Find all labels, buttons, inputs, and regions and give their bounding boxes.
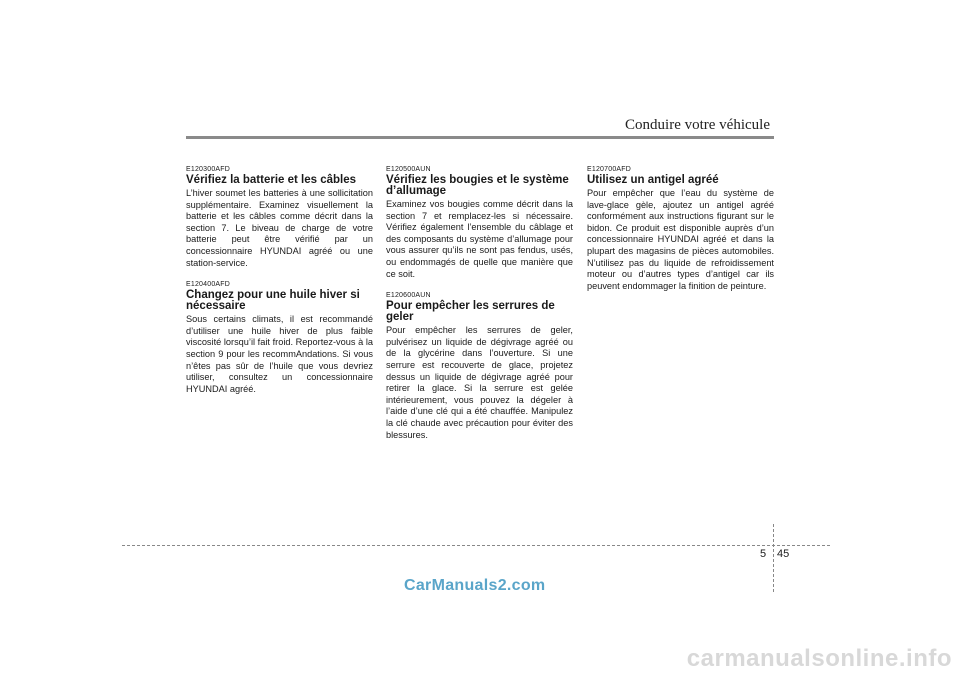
- section-code: E120600AUN: [386, 292, 431, 300]
- section-code: E120700AFD: [587, 166, 632, 173]
- page-number: 45: [777, 548, 790, 560]
- section-code: E120400AFD: [186, 281, 231, 289]
- section-body: Examinez vos bougies comme décrit dans la section 7 et remplacez-les si nécessaire. Vérifiez également l’ensemble du câblage et des composants du système d’allumage pour vous assurer qu’ils ne sont pas fendus, usés, ou endommagés de quelle que manière que ce soit.: [386, 199, 573, 279]
- section-body: Sous certains climats, il est recommandé d’utiliser une huile hiver de plus faible viscosité lorsqu’il fait froid. Reportez-vous à la section 9 pour les recommAndations. Si vous n’êtes pas sûr de l’huile que vous devriez utiliser, consultez un concessionnaire HYUNDAI agréé.: [186, 314, 373, 394]
- section-frozen-locks: [386, 292, 573, 441]
- section-code: E120300AFD: [186, 166, 231, 173]
- section-battery: [186, 166, 373, 269]
- page-number-divider: [773, 524, 774, 592]
- section-heading: Pour empêcher les serrures de geler: [386, 300, 555, 324]
- column-3: [587, 166, 774, 304]
- column-1: [186, 166, 373, 407]
- watermark-carmanuals2: CarManuals2.com: [404, 577, 546, 594]
- section-antifreeze: [587, 166, 774, 292]
- section-body: Pour empêcher les serrures de geler, pulvérisez un liquide de dégivrage agréé ou de la glycérine dans l’ouverture. Si une serrure est recouverte de glace, projetez dessus un liquide de dégivrage agréé pour retirer la glace. Si la serrure est gelée intérieurement, vous pouvez la dégeler à l’aide d’une clé qui a été chauffée. Manipulez la clé chaude avec précaution pour éviter des blessures.: [386, 325, 573, 440]
- header-rule: [186, 136, 774, 139]
- section-body: L’hiver soumet les batteries à une sollicitation supplémentaire. Examinez visuellement la batterie et les câbles comme décrit dans la section 7. Le biveau de charge de votre batterie peut être vérifié par un concessionnaire HYUNDAI agréé ou une station-service.: [186, 188, 373, 268]
- chapter-number: 5: [760, 548, 767, 560]
- section-spark-plugs: [386, 166, 573, 280]
- section-heading: Vérifiez les bougies et le système d’allumage: [386, 174, 569, 197]
- section-body: Pour empêcher que l’eau du système de lave-glace gèle, ajoutez un antigel agréé conformément aux instructions figurant sur le bidon. Ce produit est disponible auprès d’un concessionnaire HYUNDAI agréé et dans la plupart des magasins de pièces automobiles. N’utilisez pas du liquide de refroidissement moteur ou d’autres types d’antigel car ils peuvent endommager la finition de peinture.: [587, 188, 774, 291]
- section-heading: Utilisez un antigel agréé: [587, 174, 719, 186]
- section-heading: Changez pour une huile hiver si nécessaire: [186, 289, 360, 313]
- watermark-carmanualsonline: carmanualsonline.info: [686, 645, 952, 672]
- footer-rule: [122, 545, 830, 546]
- section-heading: Vérifiez la batterie et les câbles: [186, 174, 357, 186]
- section-code: E120500AUN: [386, 166, 431, 173]
- column-2: [386, 166, 573, 453]
- page-header-title: Conduire votre véhicule: [625, 117, 770, 133]
- section-winter-oil: [186, 281, 373, 395]
